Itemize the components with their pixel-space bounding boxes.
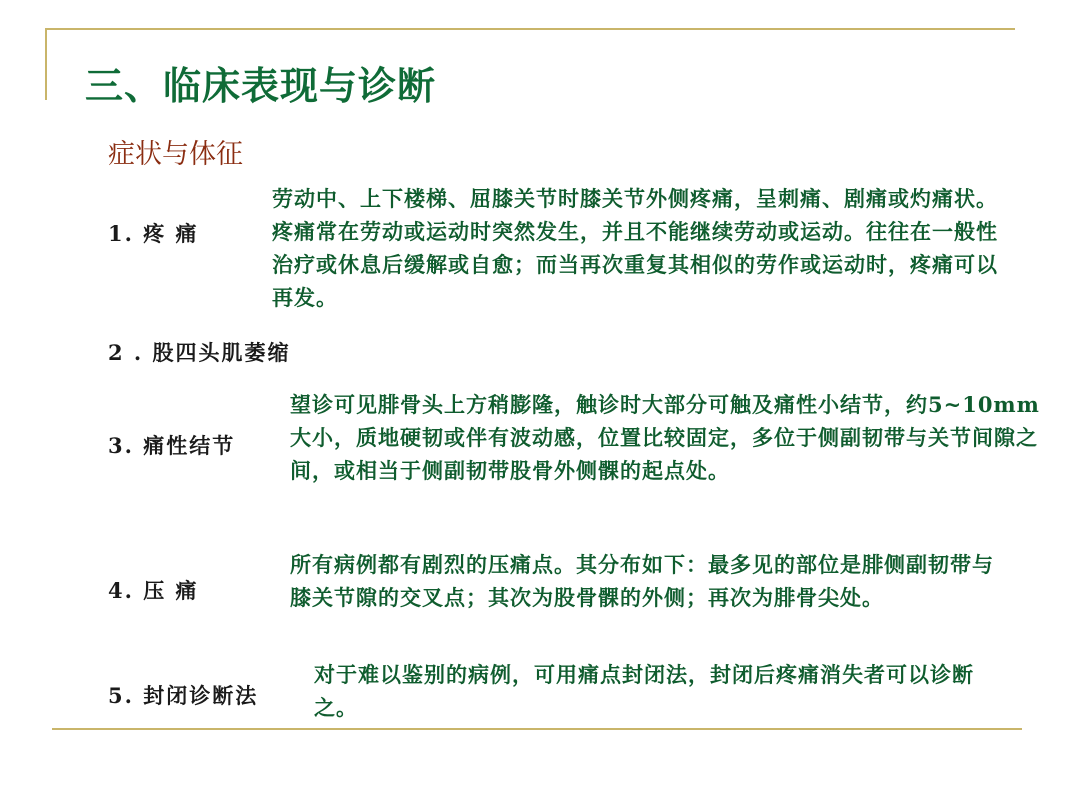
item-label-pain: 1. 疼 痛	[108, 221, 199, 246]
item-label-quadriceps-atrophy: 2 . 股四头肌萎缩	[108, 340, 291, 365]
frame-bottom-rule	[52, 728, 1022, 730]
slide-title: 三、临床表现与诊断	[85, 64, 437, 108]
frame-left-rule	[45, 28, 47, 100]
item-label-painful-nodule: 3. 痛性结节	[108, 433, 236, 458]
item-text-painful-nodule: 望诊可见腓骨头上方稍膨隆，触诊时大部分可触及痛性小结节，约5~10mm大小，质地硬韧或伴有波动感，位置比较固定，多位于侧副韧带与关节间隙之间，或相当于侧副韧带股骨外侧髁的起点处。	[290, 392, 1040, 483]
section-subtitle: 症状与体征	[108, 139, 243, 170]
item-text-tenderness: 所有病例都有剧烈的压痛点。其分布如下：最多见的部位是腓侧副韧带与膝关节隙的交叉点；其次为股骨髁的外侧；再次为腓骨尖处。	[290, 552, 994, 610]
frame-top-rule	[45, 28, 1015, 30]
item-label-tenderness: 4. 压 痛	[108, 578, 199, 603]
item-label-block-diagnosis: 5. 封闭诊断法	[108, 683, 259, 708]
item-text-pain: 劳动中、上下楼梯、屈膝关节时膝关节外侧疼痛，呈刺痛、剧痛或灼痛状。疼痛常在劳动或运动时突然发生，并且不能继续劳动或运动。往往在一般性治疗或休息后缓解或自愈；而当再次重复其相似的劳作或运动时，疼痛可以再发。	[272, 186, 998, 310]
item-text-block-diagnosis: 对于难以鉴别的病例，可用痛点封闭法，封闭后疼痛消失者可以诊断之。	[314, 662, 974, 720]
